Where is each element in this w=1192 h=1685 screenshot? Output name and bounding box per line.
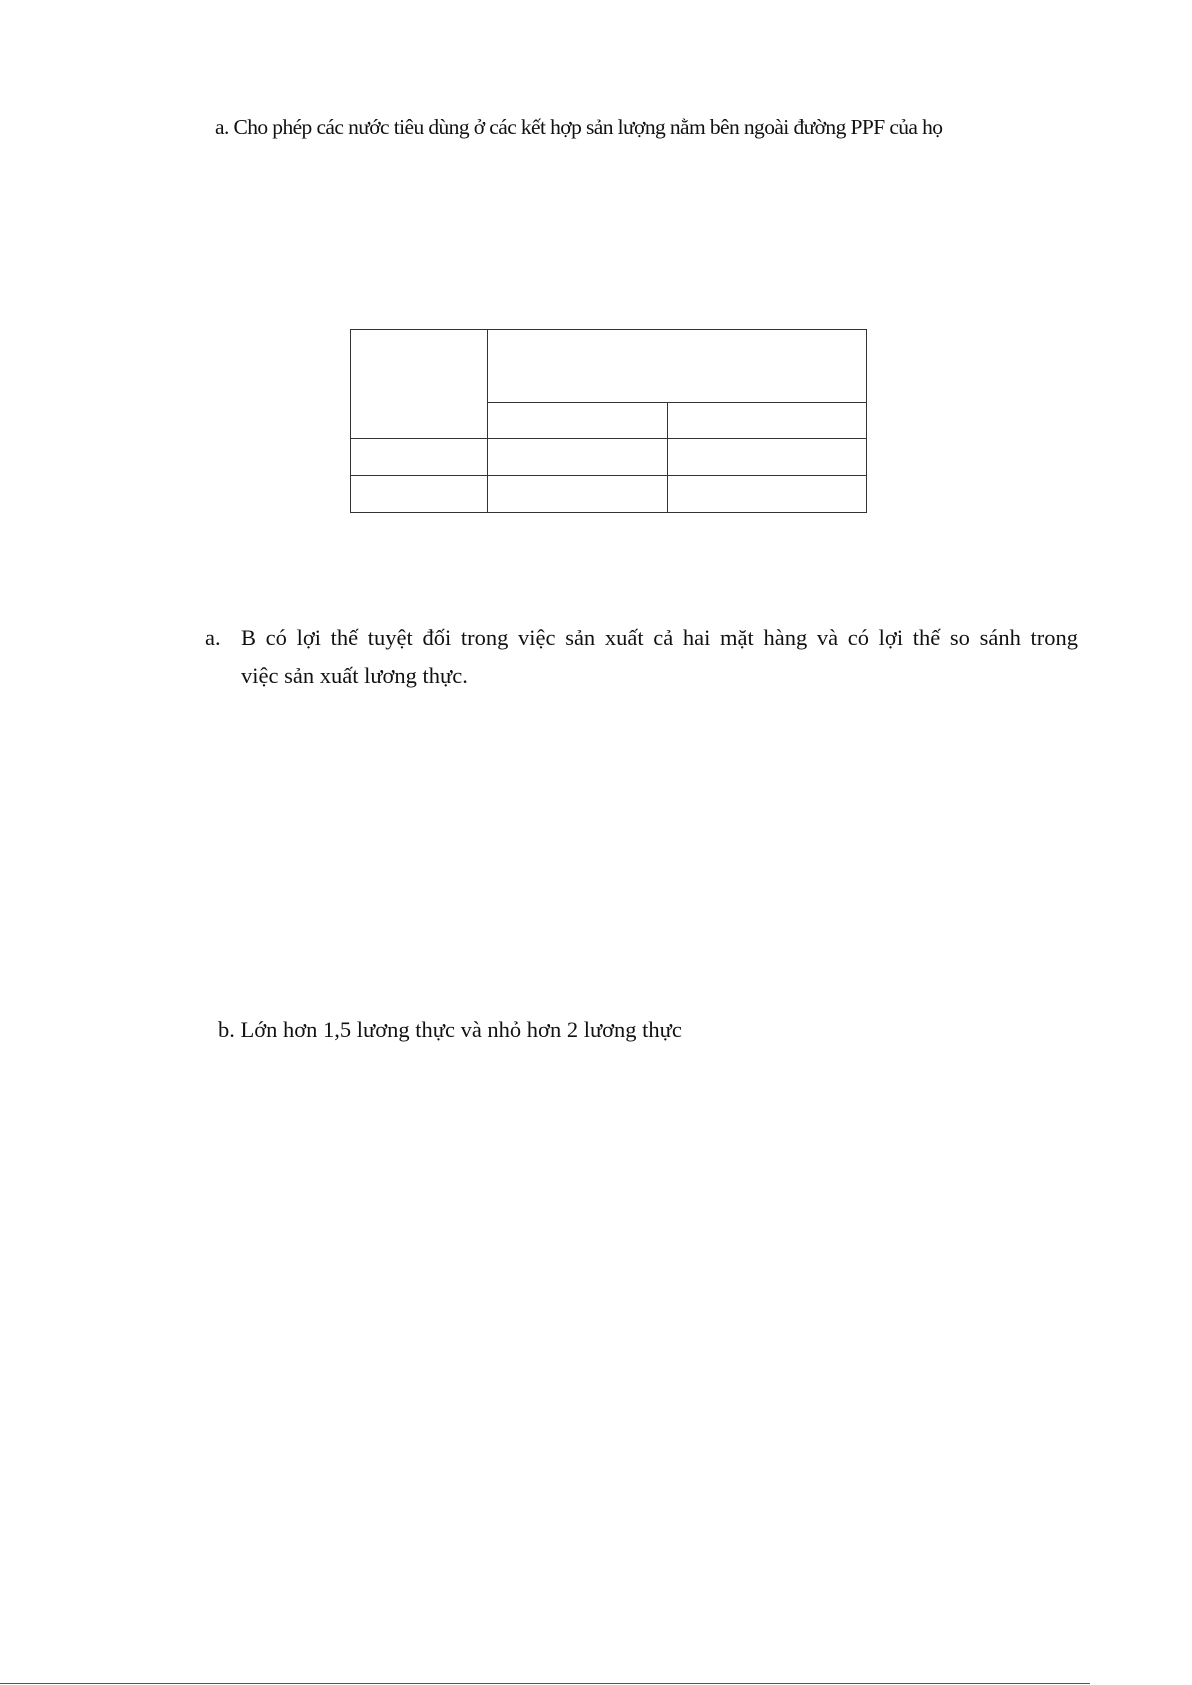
table-cell [488, 439, 668, 476]
table-cell [351, 476, 488, 513]
table-subheader-cell [488, 402, 668, 439]
table-cell [488, 476, 668, 513]
option-a-second-line2: việc sản xuất lương thực. [241, 663, 468, 688]
table-header-group-cell [488, 330, 867, 403]
page-bottom-rule [0, 1683, 1090, 1684]
option-b: b. Lớn hơn 1,5 lương thực và nhỏ hơn 2 lương thực [218, 1017, 682, 1042]
table-subheader-cell [668, 402, 867, 439]
table-cell [668, 439, 867, 476]
blank-table [350, 329, 867, 513]
option-a-second-line1: B có lợi thế tuyệt đối trong việc sản xuất cả hai mặt hàng và có lợi thế so sánh trong [241, 625, 1078, 650]
table-cell [668, 476, 867, 513]
option-a-second [205, 619, 1078, 695]
option-a-first: a. Cho phép các nước tiêu dùng ở các kết hợp sản lượng nằm bên ngoài đường PPF của họ [215, 115, 943, 139]
option-a-second-marker: a. [205, 625, 221, 650]
table-row [351, 439, 867, 476]
table-cell [351, 439, 488, 476]
table-header-corner-cell [351, 330, 488, 439]
table-row [351, 476, 867, 513]
